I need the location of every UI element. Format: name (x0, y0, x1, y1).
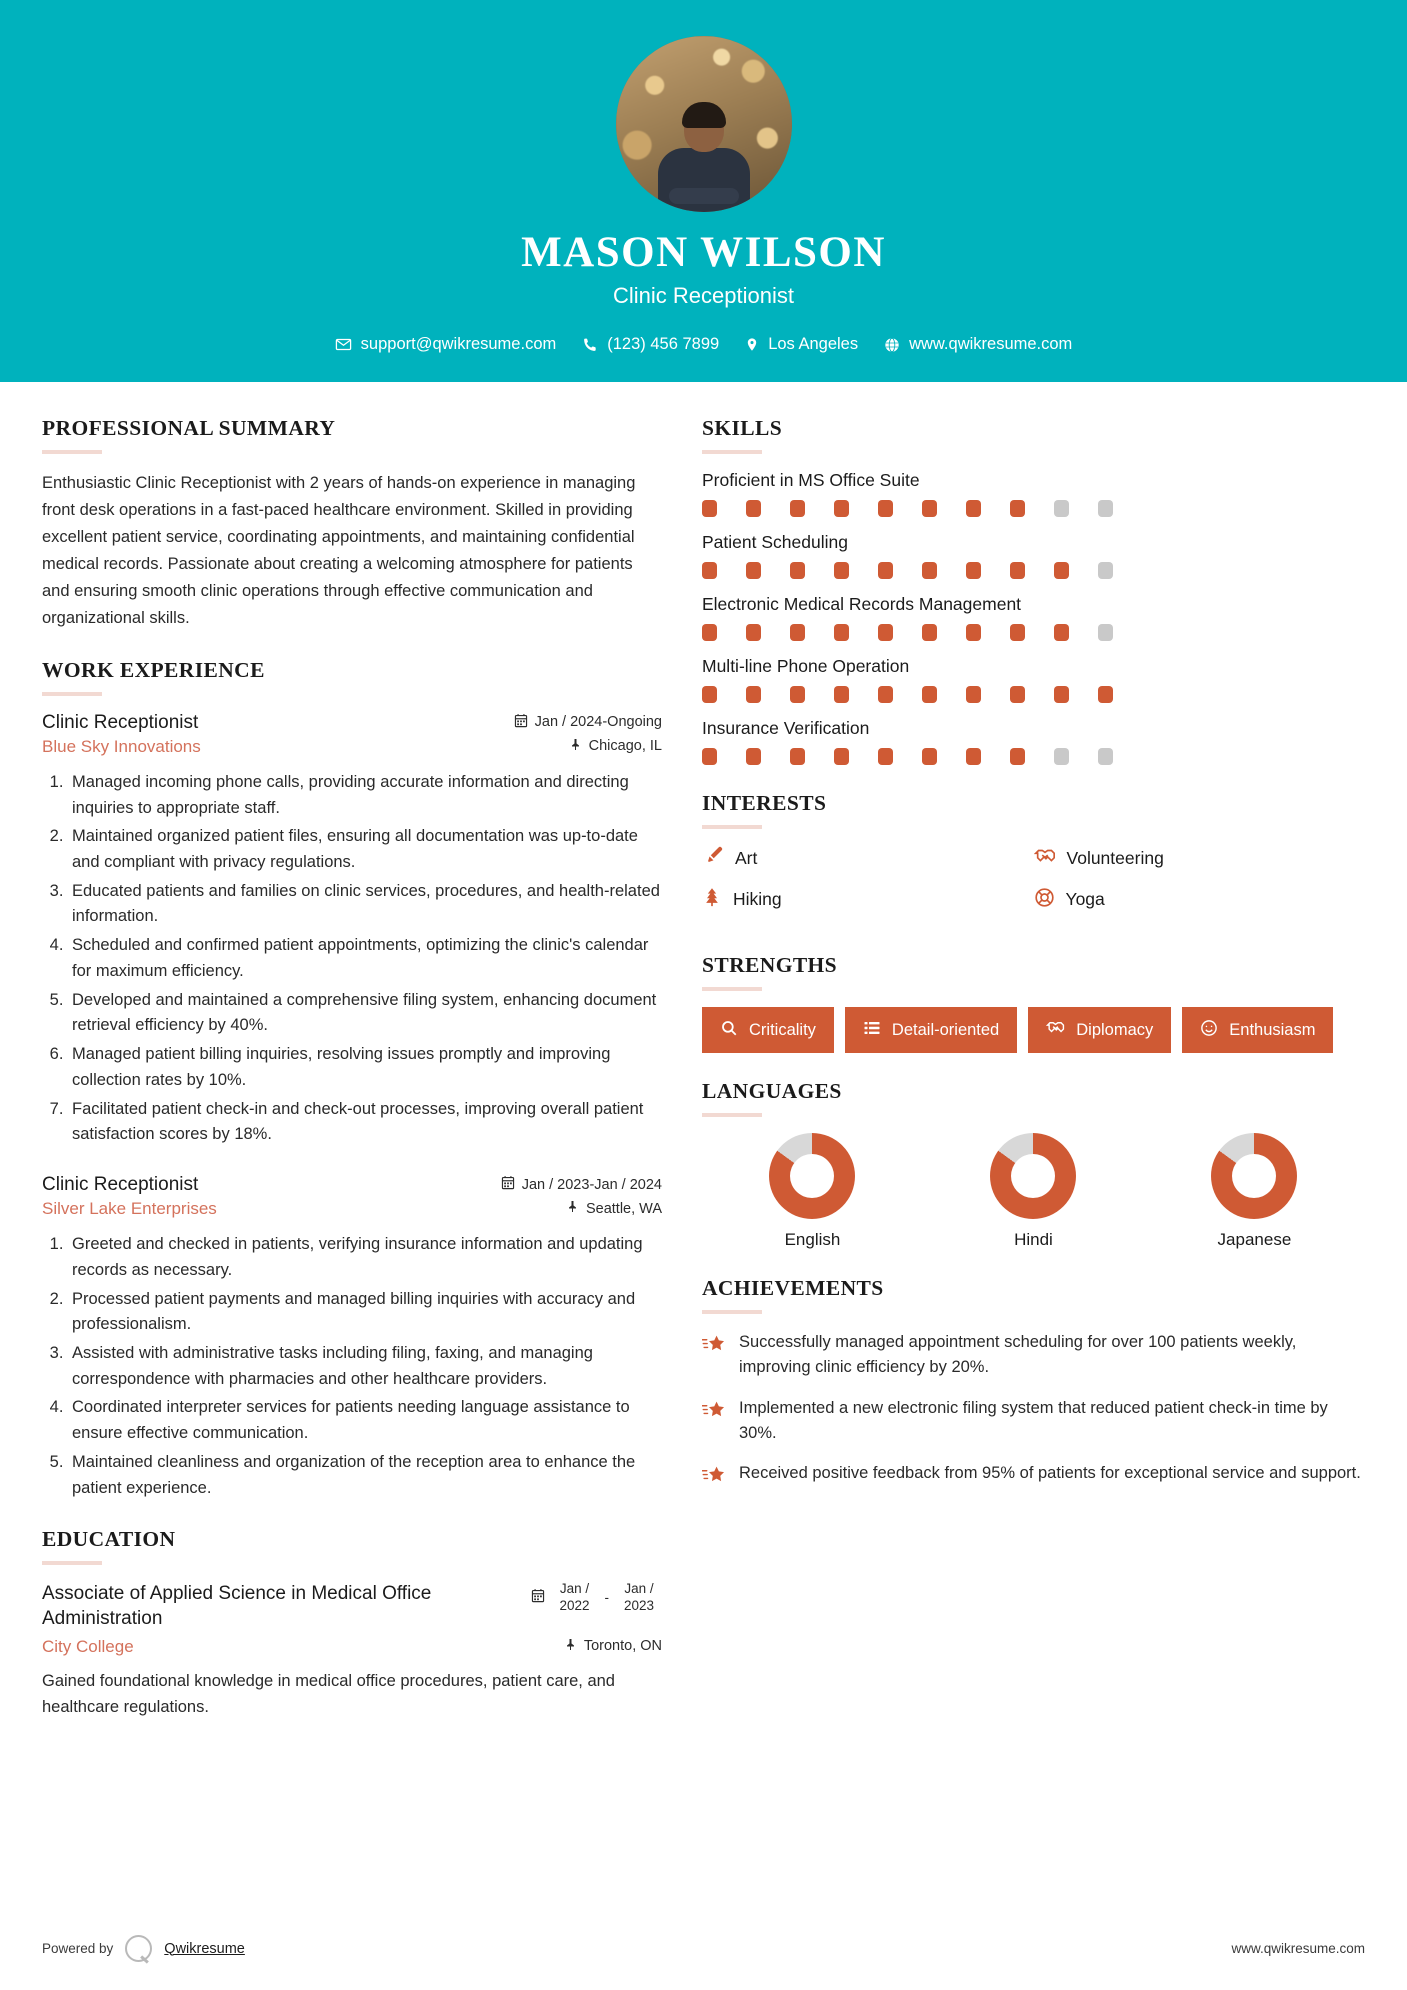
achievement-item (702, 1330, 1365, 1380)
experience-subheader (42, 734, 662, 757)
avatar (616, 36, 792, 212)
language-donut-chart (1211, 1133, 1297, 1219)
section-title-strengths: STRENGTHS (702, 953, 838, 978)
skill-dot (1098, 562, 1113, 579)
experience-location (567, 1199, 662, 1218)
strength-label: Criticality (749, 1020, 816, 1039)
skill-dot (922, 624, 937, 641)
experience-bullet: 7. Facilitated patient check-in and check-out processes, improving overall patient satisfaction scores by 18%. (68, 1097, 662, 1148)
achievement-text: Implemented a new electronic filing system that reduced patient check-in time by 30%. (739, 1398, 1328, 1442)
strength-badge (702, 1007, 834, 1053)
section-professional-summary (42, 416, 662, 631)
interest-label: Art (735, 848, 758, 869)
education-date-end: Jan / 2023 (623, 1581, 655, 1613)
experience-location (570, 737, 662, 756)
skill-dot (702, 624, 717, 641)
skill-dot (1054, 748, 1069, 765)
experience-bullet: 1. Managed incoming phone calls, providing accurate information and directing inquiries to appropriate staff. (68, 770, 662, 821)
experience-header (42, 712, 662, 734)
skill-dot (966, 562, 981, 579)
powered-by-label: Powered by (42, 1941, 114, 1956)
interest-item (1034, 886, 1366, 913)
skill-dot (746, 562, 761, 579)
skill-dot (834, 562, 849, 579)
skill-dot (834, 686, 849, 703)
strength-label: Enthusiasm (1229, 1020, 1316, 1039)
languages-list (702, 1133, 1365, 1250)
skill-dot (1054, 562, 1069, 579)
achievement-item (702, 1396, 1365, 1446)
calendar-icon (514, 713, 528, 732)
skill-dot (746, 624, 761, 641)
star-icon (702, 1399, 726, 1426)
avatar-portrait (656, 100, 752, 212)
strength-label: Detail-oriented (891, 1020, 1000, 1039)
language-label: English (784, 1230, 841, 1250)
resume-header (0, 0, 1407, 382)
experience-subheader (42, 1196, 662, 1219)
education-list (42, 1581, 662, 1720)
education-location (565, 1637, 662, 1656)
education-entry (42, 1581, 662, 1720)
language-donut-chart (769, 1133, 855, 1219)
section-divider (42, 1561, 102, 1565)
section-divider (702, 1310, 762, 1314)
experience-header (42, 1174, 662, 1196)
tree-icon (702, 886, 722, 913)
pin-icon (565, 1637, 577, 1656)
contact-row (0, 335, 1407, 354)
skill-item (702, 532, 1365, 579)
contact-phone[interactable] (574, 335, 727, 354)
skill-dot (1054, 624, 1069, 641)
experience-role: Clinic Receptionist (42, 1174, 199, 1196)
experience-bullet: 6. Managed patient billing inquiries, resolving issues promptly and improving collection rates by 10%. (68, 1042, 662, 1093)
skill-dot (702, 500, 717, 517)
skill-dot (966, 686, 981, 703)
achievement-text: Received positive feedback from 95% of patients for exceptional service and support. (739, 1464, 1361, 1483)
language-item (923, 1133, 1144, 1250)
pin-icon (567, 1199, 579, 1218)
skill-dot (746, 500, 761, 517)
pin-icon (570, 737, 582, 756)
skill-dot (966, 748, 981, 765)
resume-footer (0, 1921, 1407, 1990)
strengths-list (702, 1007, 1365, 1053)
experience-list (42, 712, 662, 1502)
education-header (42, 1581, 662, 1631)
skill-dot (1010, 686, 1025, 703)
experience-bullet: 2. Maintained organized patient files, ensuring all documentation was up-to-date and compliant with privacy regulations. (68, 824, 662, 875)
skill-dot (1010, 500, 1025, 517)
skill-item (702, 656, 1365, 703)
skill-dot (1010, 562, 1025, 579)
skill-dot (1054, 500, 1069, 517)
skill-dot (878, 624, 893, 641)
lifebuoy-icon (1034, 887, 1055, 913)
education-description: Gained foundational knowledge in medical office procedures, patient care, and healthcare regulations. (42, 1671, 615, 1716)
skill-dot (878, 686, 893, 703)
skill-item (702, 718, 1365, 765)
skill-item (702, 594, 1365, 641)
skill-dot (702, 562, 717, 579)
skill-dot (746, 686, 761, 703)
experience-bullet: 3. Educated patients and families on clinic services, procedures, and health-related information. (68, 879, 662, 930)
achievement-item (702, 1461, 1365, 1491)
experience-bullet: 2. Processed patient payments and managed billing inquiries with accuracy and professionalism. (68, 1287, 662, 1338)
language-label: Japanese (1217, 1230, 1292, 1250)
handshake-icon (1046, 1018, 1065, 1042)
page-title: MASON WILSON (521, 229, 886, 276)
skill-rating (702, 562, 1365, 579)
skill-dot (702, 686, 717, 703)
interests-list (702, 845, 1365, 927)
section-title-languages: LANGUAGES (702, 1079, 842, 1104)
contact-website[interactable] (876, 335, 1080, 354)
section-skills (702, 416, 1365, 765)
skill-dot (966, 624, 981, 641)
map-pin-icon (745, 336, 759, 353)
left-column (42, 416, 662, 1921)
skill-dot (878, 500, 893, 517)
education-degree: Associate of Applied Science in Medical Office Administration (42, 1583, 432, 1630)
skill-dot (922, 686, 937, 703)
phone-icon (582, 337, 598, 353)
powered-by-block (42, 1935, 245, 1962)
section-languages (702, 1079, 1365, 1250)
skill-dot (922, 562, 937, 579)
interest-label: Yoga (1065, 889, 1105, 910)
star-icon (702, 1333, 726, 1360)
skill-dot (834, 748, 849, 765)
interest-item (1034, 845, 1366, 872)
education-location-value: Toronto, ON (583, 1638, 662, 1655)
experience-bullet: 5. Developed and maintained a comprehensive filing system, enhancing document retrieval efficiency by 40%. (68, 988, 662, 1039)
education-dates (531, 1581, 663, 1613)
skill-dot (922, 500, 937, 517)
contact-email-value: support@qwikresume.com (360, 335, 557, 354)
skill-dot (1098, 500, 1113, 517)
strength-badge (1028, 1007, 1171, 1053)
skill-dot (790, 562, 805, 579)
experience-bullet: 5. Maintained cleanliness and organization of the reception area to enhance the patient experience. (68, 1450, 662, 1501)
skill-dot (1010, 624, 1025, 641)
skill-dot (1010, 748, 1025, 765)
skill-dot (790, 686, 805, 703)
contact-email[interactable] (327, 335, 565, 354)
language-item (1144, 1133, 1365, 1250)
language-donut-chart (990, 1133, 1076, 1219)
experience-entry (42, 1174, 662, 1501)
skill-dot (1098, 624, 1113, 641)
skill-rating (702, 624, 1365, 641)
strength-label: Diplomacy (1076, 1020, 1154, 1039)
section-divider (702, 987, 762, 991)
section-divider (42, 692, 102, 696)
contact-phone-value: (123) 456 7899 (607, 335, 720, 354)
contact-website-value: www.qwikresume.com (909, 335, 1073, 354)
interest-label: Volunteering (1066, 848, 1164, 869)
experience-location-value: Chicago, IL (588, 738, 662, 755)
education-subheader (42, 1632, 662, 1657)
section-title-education: EDUCATION (42, 1527, 176, 1552)
skill-label: Patient Scheduling (702, 532, 848, 553)
handshake-icon (1034, 845, 1056, 872)
section-strengths (702, 953, 1365, 1053)
footer-website[interactable]: www.qwikresume.com (1231, 1941, 1365, 1956)
interest-item (702, 886, 1034, 913)
skill-dot (922, 748, 937, 765)
section-work-experience (42, 658, 662, 1502)
skill-dot (746, 748, 761, 765)
calendar-icon (501, 1175, 515, 1194)
skill-dot (966, 500, 981, 517)
section-title-summary: PROFESSIONAL SUMMARY (42, 416, 336, 441)
experience-bullet: 4. Scheduled and confirmed patient appointments, optimizing the clinic's calendar for maximum efficiency. (68, 933, 662, 984)
experience-bullet: 3. Assisted with administrative tasks including filing, faxing, and managing correspondence with pharmacies and other healthcare providers. (68, 1341, 662, 1392)
experience-dates (514, 713, 662, 732)
experience-role: Clinic Receptionist (42, 711, 199, 733)
skill-label: Multi-line Phone Operation (702, 656, 910, 677)
skill-dot (702, 748, 717, 765)
skill-dot (834, 624, 849, 641)
education-date-separator: - (604, 1589, 609, 1605)
skill-dot (834, 500, 849, 517)
star-icon (702, 1464, 726, 1491)
avatar-arms (669, 188, 739, 204)
section-divider (42, 450, 102, 454)
section-achievements (702, 1276, 1365, 1491)
experience-bullet: 1. Greeted and checked in patients, verifying insurance information and updating records as necessary. (68, 1232, 662, 1283)
experience-location-value: Seattle, WA (585, 1200, 662, 1217)
paintbrush-icon (702, 845, 724, 872)
qwikresume-brand-link[interactable]: Qwikresume (164, 1940, 245, 1957)
section-divider (702, 1113, 762, 1117)
resume-body (0, 382, 1407, 1921)
section-title-interests: INTERESTS (702, 791, 827, 816)
skill-dot (878, 748, 893, 765)
achievement-text: Successfully managed appointment scheduling for over 100 patients weekly, improving clinic efficiency by 20%. (739, 1333, 1297, 1377)
qwikresume-logo-icon (125, 1935, 152, 1962)
experience-dates-value: Jan / 2023-Jan / 2024 (521, 1176, 662, 1193)
education-date-start: Jan / 2022 (559, 1581, 590, 1613)
summary-text: Enthusiastic Clinic Receptionist with 2 years of hands-on experience in managing front desk operations in a fast-paced healthcare environment. Skilled in providing excellent patient service, coordinating appointments, and maintaining confidential medical records. Passionate about creating a welcoming atmosphere for patients and ensuring smooth clinic operations through effective communication and organizational skills. (42, 474, 636, 627)
globe-icon (884, 337, 900, 353)
skill-dot (1054, 686, 1069, 703)
strength-badge (845, 1007, 1017, 1053)
experience-dates (501, 1175, 662, 1194)
right-column (702, 416, 1365, 1921)
skill-item (702, 470, 1365, 517)
education-school: City College (42, 1636, 134, 1656)
avatar-hair (682, 102, 726, 128)
magnifier-icon (720, 1019, 738, 1042)
strength-badge (1182, 1007, 1333, 1053)
experience-bullets (68, 1232, 662, 1501)
skill-label: Insurance Verification (702, 718, 870, 739)
list-icon (863, 1019, 881, 1042)
experience-company: Blue Sky Innovations (42, 736, 201, 756)
skill-dot (1098, 686, 1113, 703)
envelope-icon (335, 336, 352, 353)
skill-rating (702, 500, 1365, 517)
skill-rating (702, 686, 1365, 703)
skill-dot (790, 748, 805, 765)
experience-entry (42, 712, 662, 1148)
skill-rating (702, 748, 1365, 765)
skill-label: Electronic Medical Records Management (702, 594, 1022, 615)
section-divider (702, 450, 762, 454)
experience-bullets (68, 770, 662, 1148)
skill-dot (790, 624, 805, 641)
section-education (42, 1527, 662, 1720)
experience-dates-value: Jan / 2024-Ongoing (534, 714, 662, 731)
interest-label: Hiking (733, 889, 782, 910)
experience-company: Silver Lake Enterprises (42, 1199, 217, 1219)
smiley-icon (1200, 1019, 1218, 1042)
skill-label: Proficient in MS Office Suite (702, 470, 920, 491)
section-title-achievements: ACHIEVEMENTS (702, 1276, 884, 1301)
contact-location[interactable] (737, 335, 866, 354)
skills-list (702, 470, 1365, 765)
section-interests (702, 791, 1365, 927)
section-divider (702, 825, 762, 829)
section-title-experience: WORK EXPERIENCE (42, 657, 265, 682)
interest-item (702, 845, 1034, 872)
language-item (702, 1133, 923, 1250)
job-role-subtitle: Clinic Receptionist (613, 283, 794, 309)
contact-location-value: Los Angeles (768, 335, 859, 354)
skill-dot (1098, 748, 1113, 765)
achievements-list (702, 1330, 1365, 1491)
calendar-icon (531, 1588, 545, 1607)
skill-dot (790, 500, 805, 517)
section-title-skills: SKILLS (702, 416, 783, 441)
experience-bullet: 4. Coordinated interpreter services for patients needing language assistance to ensure effective communication. (68, 1395, 662, 1446)
skill-dot (878, 562, 893, 579)
language-label: Hindi (1014, 1230, 1053, 1250)
